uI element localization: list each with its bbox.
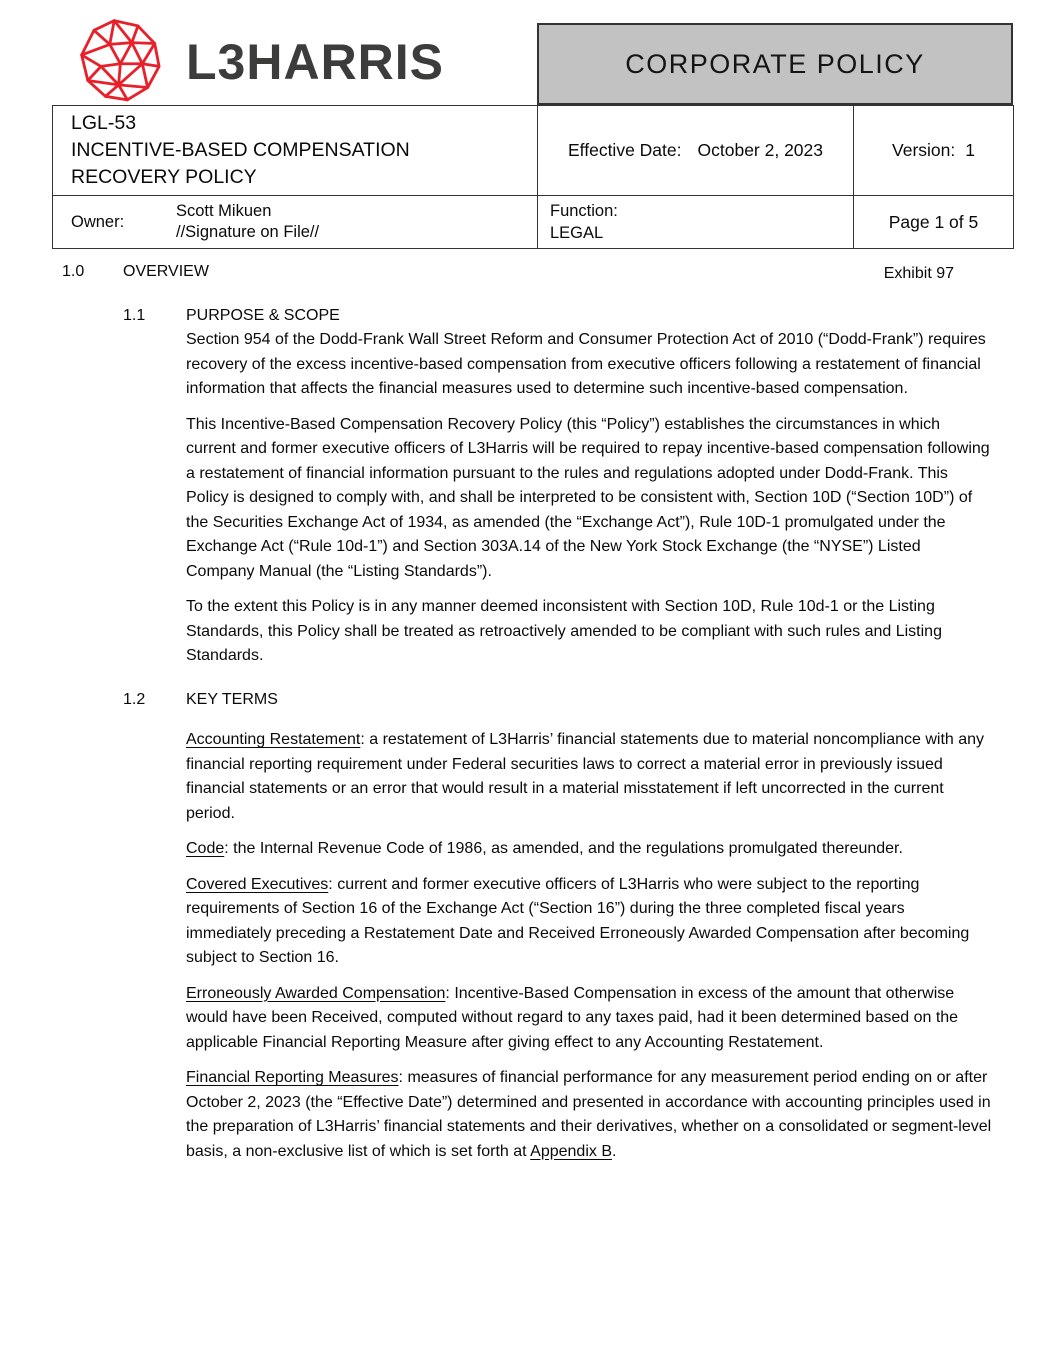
term-definition: : current and former executive officers of L3Harris who were subject to the reporting requirements of Section 16 of the Exchange Act (“Section 16”) during the three completed fiscal years immediately preceding a Restatement Date and Received Erroneously Awarded Compensation after becoming subject to Section 16. [186,875,970,966]
term-name: Financial Reporting Measures [186,1069,399,1086]
term-definition-tail: . [612,1142,617,1160]
policy-id-cell [53,106,538,196]
appendix-b-reference: Appendix B [530,1142,612,1160]
effective-date-label: Effective Date: [568,140,682,160]
section-overview-heading [62,260,992,285]
page-number: Page 1 of 5 [888,211,979,232]
term-paragraph [186,873,992,971]
term-definition: : the Internal Revenue Code of 1986, as amended, and the regulations promulgated thereunder. [224,840,903,857]
brand-header [78,18,444,106]
owner-signature: //Signature on File// [176,223,320,241]
version-label: Version: [892,140,956,160]
term-name: Erroneously Awarded Compensation [186,984,446,1002]
term-paragraph [186,982,992,1056]
term-paragraph [186,837,992,862]
function-label: Function: [550,202,618,220]
owner-name: Scott Mikuen [176,202,272,220]
term-definition: : Incentive-Based Compensation in excess of the amount that otherwise would have been Received, computed without regard to any taxes paid, had it been determined based on the applicable Financial Reporting Measure after giving effect to any Accounting Restatement. [186,984,959,1051]
page-number-cell [854,196,1014,249]
subsection-title: PURPOSE & SCOPE [186,306,340,324]
brand-wordmark: L3HARRIS [186,34,445,90]
term-paragraph [186,1066,992,1164]
paragraph: To the extent this Policy is in any manner deemed inconsistent with Section 10D, Rule 10d-1 or the Listing Standards, this Policy shall be treated as retroactively amended to be compliant with such rules and Listing Standards. [186,598,942,664]
function-cell [538,196,854,249]
exhibit-label: Exhibit 97 [883,265,954,282]
policy-id: LGL-53 [71,112,137,134]
banner-title: CORPORATE POLICY [625,48,925,79]
subsection-key-terms [123,688,992,1165]
document-body [62,260,992,1164]
policy-header-table [52,105,1014,249]
effective-date-cell [538,106,854,196]
owner-label: Owner: [71,212,125,231]
corporate-policy-banner [537,23,1013,105]
paragraph: Section 954 of the Dodd-Frank Wall Street Reform and Consumer Protection Act of 2010 (“Dodd-Frank”) requires recovery of the excess incentive-based compensation from executive officers following a restatement of financial information that affects the financial measures used to determine such incentive-based compensation. [186,331,986,397]
policy-title-line2: RECOVERY POLICY [71,166,257,188]
term-name: Covered Executives [186,875,329,893]
version-cell [854,106,1014,196]
section-number: 1.0 [62,263,85,280]
term-definition: : measures of financial performance for any measurement period ending on or after October 2, 2023 (the “Effective Date”) determined and presented in accordance with accounting principles used in the preparation of L3Harris’ financial statements and their derivatives, whether on a consolidated or segment-level basis, a non-exclusive list of which is set forth at [186,1069,992,1160]
subsection-heading [123,688,992,713]
term-name: Code [186,840,225,857]
section-title: OVERVIEW [123,263,209,280]
owner-cell [53,196,538,249]
version-value: 1 [965,140,975,160]
paragraph: This Incentive-Based Compensation Recovery Policy (this “Policy”) establishes the circumstances in which current and former executive officers of L3Harris will be required to repay incentive-based compensation following a restatement of financial information pursuant to the rules and regulations adopted under Dodd-Frank. This Policy is designed to comply with, and shall be interpreted to be consistent with, Section 10D (“Section 10D”) of the Securities Exchange Act of 1934, as amended (the “Exchange Act”), Rule 10D-1 promulgated under the Exchange Act (“Rule 10d-1”) and Section 303A.14 of the New York Stock Exchange (the “NYSE”) Listed Company Manual (the “Listing Standards”). [186,415,990,580]
term-definition: : a restatement of L3Harris’ financial statements due to material noncompliance with any financial reporting requirement under Federal securities laws to correct a material error in previously issued financial statements or an error that would result in a material misstatement if left uncorrected in the current period. [186,731,985,822]
l3harris-globe-icon [78,18,168,106]
policy-title-line1: INCENTIVE-BASED COMPENSATION [71,139,410,161]
function-value: LEGAL [550,224,604,242]
subsection-purpose-scope [123,304,992,669]
subsection-heading [123,304,992,329]
term-paragraph [186,728,992,826]
term-name: Accounting Restatement [186,731,361,748]
subsection-title: KEY TERMS [186,690,278,708]
effective-date-value: October 2, 2023 [697,140,823,160]
subsection-number: 1.1 [123,306,146,324]
subsection-number: 1.2 [123,690,146,708]
